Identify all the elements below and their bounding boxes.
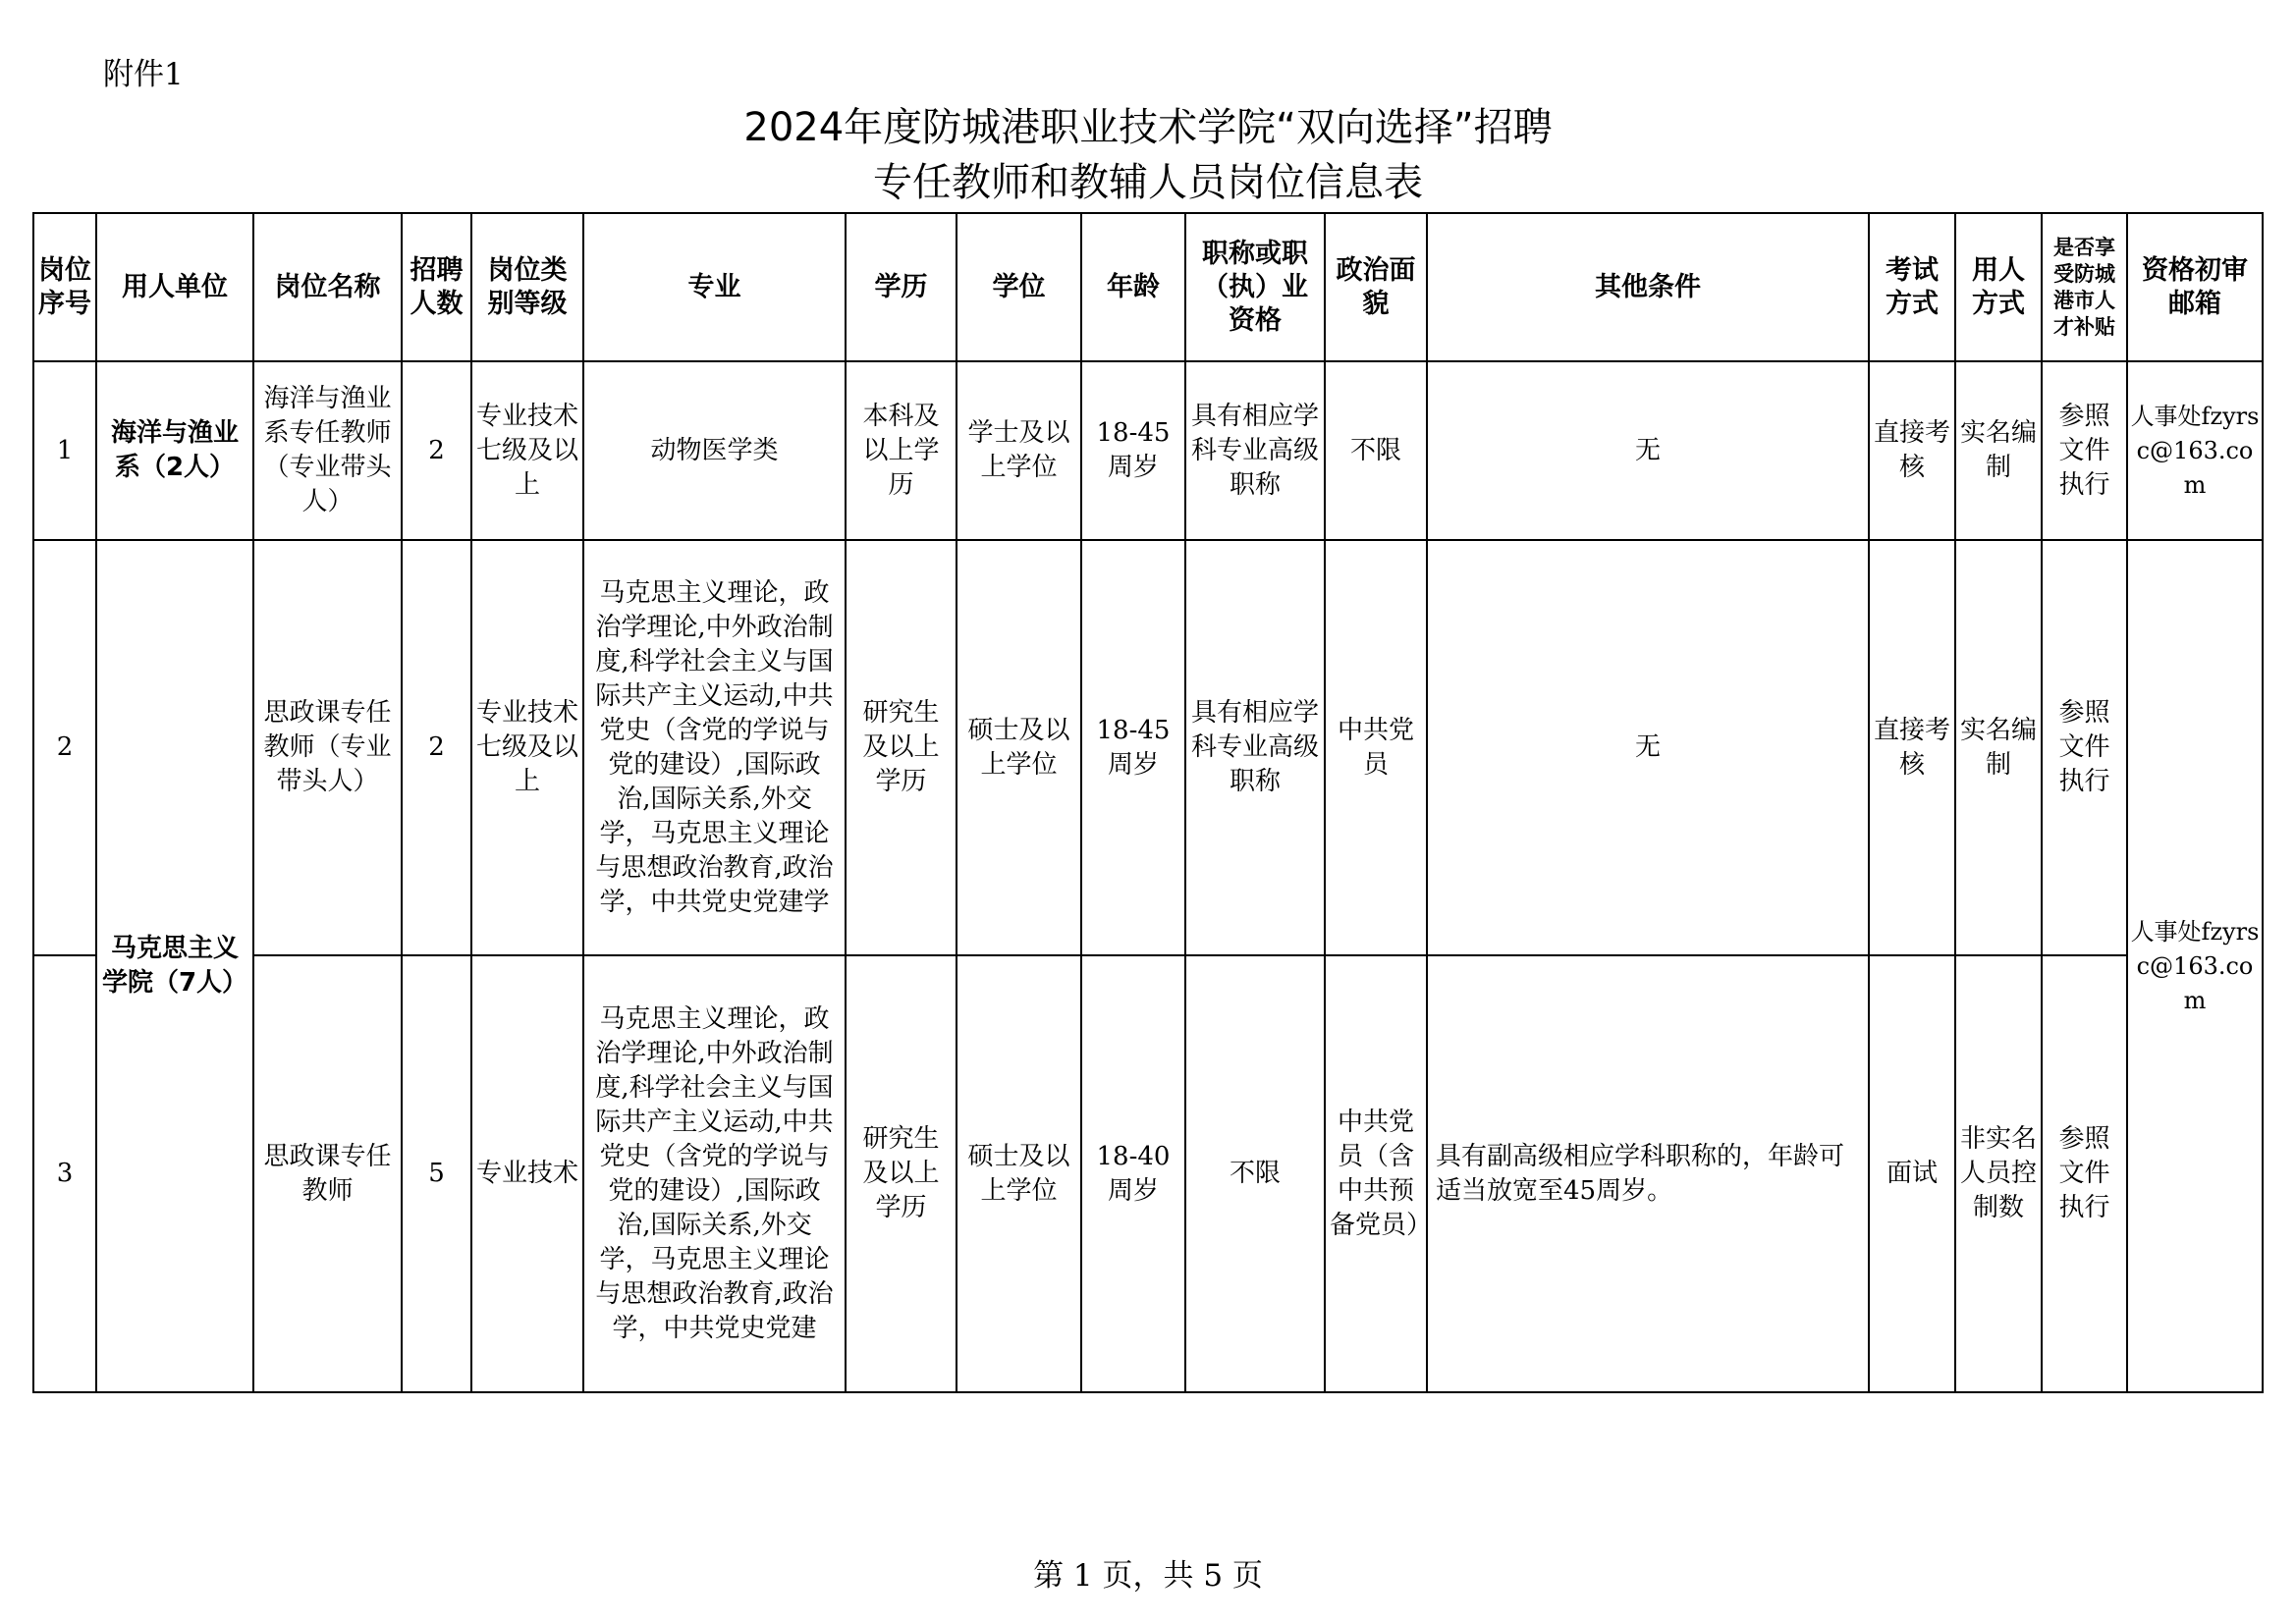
cell-title-qual: 不限	[1185, 955, 1325, 1392]
header-other: 其他条件	[1427, 213, 1869, 361]
header-seq: 岗位序号	[33, 213, 96, 361]
cell-category: 专业技术七级及以上	[471, 540, 583, 955]
cell-degree: 硕士及以上学位	[957, 540, 1081, 955]
cell-other: 无	[1427, 361, 1869, 540]
header-political: 政治面貌	[1325, 213, 1427, 361]
cell-major: 马克思主义理论，政治学理论,中外政治制度,科学社会主义与国际共产主义运动,中共党史（含党的学说与党的建设）,国际政治,国际关系,外交学，马克思主义理论与思想政治教育,政治学，中共党史党建学	[583, 540, 846, 955]
table-row	[33, 955, 2263, 1392]
cell-exam: 面试	[1869, 955, 1955, 1392]
page-title-line2: 专任教师和教辅人员岗位信息表	[873, 160, 1423, 205]
cell-age: 18-45周岁	[1081, 361, 1185, 540]
header-position: 岗位名称	[253, 213, 402, 361]
cell-subsidy: 参照文件执行	[2042, 540, 2127, 955]
cell-degree: 硕士及以上学位	[957, 955, 1081, 1392]
cell-employ: 非实名人员控制数	[1955, 955, 2042, 1392]
cell-employ: 实名编制	[1955, 361, 2042, 540]
cell-seq: 1	[33, 361, 96, 540]
cell-title-qual: 具有相应学科专业高级职称	[1185, 361, 1325, 540]
cell-count: 2	[402, 540, 471, 955]
page-number: 第 1 页，共 5 页	[1033, 1558, 1263, 1594]
cell-category: 专业技术	[471, 955, 583, 1392]
cell-position: 思政课专任教师	[253, 955, 402, 1392]
positions-table	[32, 212, 2264, 1393]
header-age: 年龄	[1081, 213, 1185, 361]
cell-count: 2	[402, 361, 471, 540]
cell-political: 中共党员	[1325, 540, 1427, 955]
header-category: 岗位类别等级	[471, 213, 583, 361]
attachment-label: 附件1	[103, 57, 184, 92]
cell-unit: 海洋与渔业系（2人）	[96, 361, 253, 540]
cell-exam: 直接考核	[1869, 540, 1955, 955]
cell-subsidy: 参照文件执行	[2042, 361, 2127, 540]
cell-political: 不限	[1325, 361, 1427, 540]
cell-position: 思政课专任教师（专业带头人）	[253, 540, 402, 955]
header-count: 招聘人数	[402, 213, 471, 361]
cell-count: 5	[402, 955, 471, 1392]
cell-other: 无	[1427, 540, 1869, 955]
cell-exam: 直接考核	[1869, 361, 1955, 540]
cell-employ: 实名编制	[1955, 540, 2042, 955]
header-employ: 用人方式	[1955, 213, 2042, 361]
cell-title-qual: 具有相应学科专业高级职称	[1185, 540, 1325, 955]
cell-age: 18-40周岁	[1081, 955, 1185, 1392]
cell-category: 专业技术七级及以上	[471, 361, 583, 540]
cell-subsidy: 参照文件执行	[2042, 955, 2127, 1392]
cell-email: 人事处fzyrsc@163.com	[2127, 361, 2263, 540]
cell-email: 人事处fzyrsc@163.com	[2127, 540, 2263, 1392]
header-subsidy: 是否享受防城港市人才补贴	[2042, 213, 2127, 361]
header-exam: 考试方式	[1869, 213, 1955, 361]
table-row	[33, 361, 2263, 540]
cell-education: 本科及以上学历	[846, 361, 957, 540]
cell-major: 马克思主义理论，政治学理论,中外政治制度,科学社会主义与国际共产主义运动,中共党史（含党的学说与党的建设）,国际政治,国际关系,外交学，马克思主义理论与思想政治教育,政治学，中共党史党建	[583, 955, 846, 1392]
cell-other: 具有副高级相应学科职称的，年龄可适当放宽至45周岁。	[1427, 955, 1869, 1392]
cell-position: 海洋与渔业系专任教师（专业带头人）	[253, 361, 402, 540]
header-degree: 学位	[957, 213, 1081, 361]
cell-seq: 3	[33, 955, 96, 1392]
table-row	[33, 540, 2263, 955]
page-title-line1: 2024年度防城港职业技术学院“双向选择”招聘	[743, 105, 1553, 150]
cell-education: 研究生及以上学历	[846, 955, 957, 1392]
cell-age: 18-45周岁	[1081, 540, 1185, 955]
header-unit: 用人单位	[96, 213, 253, 361]
cell-seq: 2	[33, 540, 96, 955]
cell-degree: 学士及以上学位	[957, 361, 1081, 540]
table-header-row	[33, 213, 2263, 361]
header-education: 学历	[846, 213, 957, 361]
header-major: 专业	[583, 213, 846, 361]
cell-major: 动物医学类	[583, 361, 846, 540]
cell-political: 中共党员（含中共预备党员）	[1325, 955, 1427, 1392]
cell-unit: 马克思主义学院（7人）	[96, 540, 253, 1392]
cell-education: 研究生及以上学历	[846, 540, 957, 955]
header-email: 资格初审邮箱	[2127, 213, 2263, 361]
header-title-qual: 职称或职（执）业资格	[1185, 213, 1325, 361]
